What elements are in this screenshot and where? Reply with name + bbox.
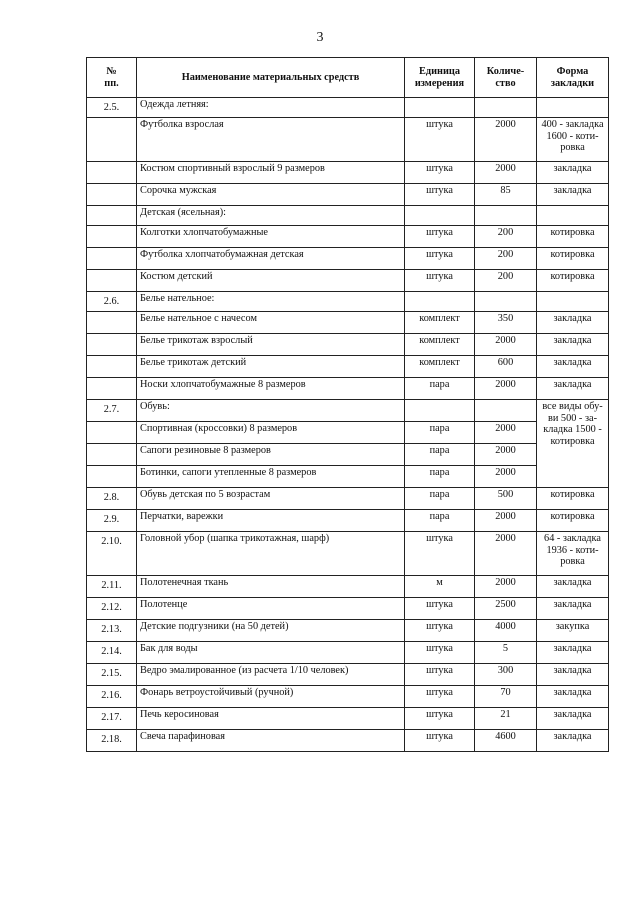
- header-unit: Единица измерения: [405, 58, 475, 98]
- table-row: [87, 248, 609, 270]
- row-form: котировка: [537, 510, 609, 532]
- row-quantity: 200: [475, 248, 537, 270]
- table-row: [87, 686, 609, 708]
- table-row: [87, 620, 609, 642]
- table-row: [87, 98, 609, 118]
- row-form: закладка: [537, 686, 609, 708]
- row-unit: штука: [405, 226, 475, 248]
- row-number: 2.18.: [87, 730, 137, 752]
- row-name: Детская (ясельная):: [137, 206, 405, 226]
- row-number: [87, 444, 137, 466]
- row-name: Ботинки, сапоги утепленные 8 размеров: [137, 466, 405, 488]
- row-quantity: 2000: [475, 422, 537, 444]
- row-name: Детские подгузники (на 50 детей): [137, 620, 405, 642]
- materials-table: [86, 57, 609, 752]
- row-form: закладка: [537, 598, 609, 620]
- row-number: [87, 270, 137, 292]
- row-form: котировка: [537, 226, 609, 248]
- row-unit: штука: [405, 248, 475, 270]
- row-name: Футболка хлопчатобумажная детская: [137, 248, 405, 270]
- table-row: [87, 184, 609, 206]
- row-quantity: 2000: [475, 334, 537, 356]
- row-quantity: 4600: [475, 730, 537, 752]
- table-row: [87, 444, 609, 466]
- row-name: Сапоги резиновые 8 размеров: [137, 444, 405, 466]
- row-unit: штука: [405, 270, 475, 292]
- row-unit: комплект: [405, 312, 475, 334]
- row-unit: пара: [405, 422, 475, 444]
- row-form: [537, 292, 609, 312]
- table-row: [87, 118, 609, 162]
- row-name: Полотенце: [137, 598, 405, 620]
- row-unit: [405, 292, 475, 312]
- row-quantity: 2000: [475, 118, 537, 162]
- row-number: [87, 422, 137, 444]
- header-name: Наименование материальных средств: [137, 58, 405, 98]
- row-unit: пара: [405, 488, 475, 510]
- row-form: закладка: [537, 664, 609, 686]
- table-row: [87, 400, 609, 422]
- row-number: 2.8.: [87, 488, 137, 510]
- row-unit: штука: [405, 620, 475, 642]
- row-form: закладка: [537, 356, 609, 378]
- row-unit: [405, 98, 475, 118]
- row-number: [87, 312, 137, 334]
- row-unit: комплект: [405, 356, 475, 378]
- row-quantity: 21: [475, 708, 537, 730]
- table-row: [87, 206, 609, 226]
- row-quantity: [475, 98, 537, 118]
- table-row: [87, 598, 609, 620]
- row-form: [537, 98, 609, 118]
- row-unit: штука: [405, 686, 475, 708]
- row-name: Бак для воды: [137, 642, 405, 664]
- row-quantity: 2000: [475, 444, 537, 466]
- row-name: Спортивная (кроссовки) 8 размеров: [137, 422, 405, 444]
- row-form: закладка: [537, 642, 609, 664]
- row-form: закупка: [537, 620, 609, 642]
- row-name: Колготки хлопчатобумажные: [137, 226, 405, 248]
- row-quantity: 200: [475, 226, 537, 248]
- table-row: [87, 730, 609, 752]
- row-name: Носки хлопчатобумажные 8 размеров: [137, 378, 405, 400]
- table-row: [87, 466, 609, 488]
- table-row: [87, 162, 609, 184]
- row-number: 2.9.: [87, 510, 137, 532]
- row-form: все виды обу-ви 500 - за-кладка 1500 - котировка: [537, 400, 609, 488]
- row-name: Белье нательное с начесом: [137, 312, 405, 334]
- header-num: № пп.: [87, 58, 137, 98]
- row-form: закладка: [537, 334, 609, 356]
- row-form: закладка: [537, 730, 609, 752]
- row-form: 400 - закладка 1600 - коти-ровка: [537, 118, 609, 162]
- row-form: закладка: [537, 312, 609, 334]
- row-number: [87, 162, 137, 184]
- row-quantity: 2000: [475, 510, 537, 532]
- row-unit: штука: [405, 162, 475, 184]
- table-row: [87, 378, 609, 400]
- table-row: [87, 642, 609, 664]
- row-quantity: 70: [475, 686, 537, 708]
- table-row: [87, 422, 609, 444]
- row-unit: штука: [405, 664, 475, 686]
- row-number: 2.5.: [87, 98, 137, 118]
- table-row: [87, 488, 609, 510]
- row-unit: комплект: [405, 334, 475, 356]
- row-name: Ведро эмалированное (из расчета 1/10 человек): [137, 664, 405, 686]
- row-quantity: 600: [475, 356, 537, 378]
- table-body: [87, 98, 609, 752]
- row-name: Свеча парафиновая: [137, 730, 405, 752]
- row-quantity: 5: [475, 642, 537, 664]
- row-quantity: 2000: [475, 576, 537, 598]
- row-number: 2.14.: [87, 642, 137, 664]
- row-name: Полотенечная ткань: [137, 576, 405, 598]
- row-name: Белье нательное:: [137, 292, 405, 312]
- row-form: котировка: [537, 488, 609, 510]
- row-unit: штука: [405, 532, 475, 576]
- row-quantity: 2000: [475, 532, 537, 576]
- row-name: Головной убор (шапка трикотажная, шарф): [137, 532, 405, 576]
- row-unit: пара: [405, 466, 475, 488]
- row-unit: штука: [405, 598, 475, 620]
- header-form: Форма закладки: [537, 58, 609, 98]
- row-number: [87, 226, 137, 248]
- row-unit: м: [405, 576, 475, 598]
- row-number: [87, 334, 137, 356]
- row-quantity: [475, 292, 537, 312]
- row-name: Обувь:: [137, 400, 405, 422]
- row-number: 2.11.: [87, 576, 137, 598]
- row-quantity: 2000: [475, 378, 537, 400]
- row-number: [87, 184, 137, 206]
- row-form: [537, 206, 609, 226]
- row-name: Перчатки, варежки: [137, 510, 405, 532]
- row-form: закладка: [537, 708, 609, 730]
- row-form: закладка: [537, 184, 609, 206]
- row-name: Одежда летняя:: [137, 98, 405, 118]
- row-quantity: 2500: [475, 598, 537, 620]
- row-number: [87, 248, 137, 270]
- row-unit: штука: [405, 642, 475, 664]
- row-name: Фонарь ветроустойчивый (ручной): [137, 686, 405, 708]
- row-name: Футболка взрослая: [137, 118, 405, 162]
- row-number: [87, 206, 137, 226]
- row-form: закладка: [537, 576, 609, 598]
- table-row: [87, 292, 609, 312]
- row-name: Печь керосиновая: [137, 708, 405, 730]
- table-row: [87, 226, 609, 248]
- row-quantity: [475, 206, 537, 226]
- row-quantity: 500: [475, 488, 537, 510]
- row-quantity: [475, 400, 537, 422]
- row-form: котировка: [537, 270, 609, 292]
- row-number: [87, 378, 137, 400]
- row-quantity: 85: [475, 184, 537, 206]
- row-number: 2.10.: [87, 532, 137, 576]
- table-row: [87, 356, 609, 378]
- row-unit: [405, 400, 475, 422]
- row-form: 64 - закладка 1936 - коти-ровка: [537, 532, 609, 576]
- row-unit: штука: [405, 184, 475, 206]
- table-row: [87, 510, 609, 532]
- row-name: Обувь детская по 5 возрастам: [137, 488, 405, 510]
- row-quantity: 200: [475, 270, 537, 292]
- row-quantity: 300: [475, 664, 537, 686]
- row-unit: штука: [405, 118, 475, 162]
- row-number: 2.6.: [87, 292, 137, 312]
- row-quantity: 2000: [475, 466, 537, 488]
- row-form: котировка: [537, 248, 609, 270]
- row-number: [87, 356, 137, 378]
- table-row: [87, 708, 609, 730]
- row-number: [87, 118, 137, 162]
- row-unit: штука: [405, 730, 475, 752]
- table-row: [87, 270, 609, 292]
- row-unit: штука: [405, 708, 475, 730]
- table-row: [87, 334, 609, 356]
- row-name: Белье трикотаж взрослый: [137, 334, 405, 356]
- page-number: 3: [316, 30, 324, 45]
- row-unit: пара: [405, 510, 475, 532]
- row-unit: пара: [405, 444, 475, 466]
- row-number: 2.12.: [87, 598, 137, 620]
- table-row: [87, 576, 609, 598]
- row-form: закладка: [537, 378, 609, 400]
- row-number: 2.15.: [87, 664, 137, 686]
- row-form: закладка: [537, 162, 609, 184]
- row-quantity: 4000: [475, 620, 537, 642]
- row-number: 2.7.: [87, 400, 137, 422]
- table-row: [87, 312, 609, 334]
- row-number: [87, 466, 137, 488]
- row-name: Белье трикотаж детский: [137, 356, 405, 378]
- row-name: Костюм детский: [137, 270, 405, 292]
- row-name: Сорочка мужская: [137, 184, 405, 206]
- row-quantity: 2000: [475, 162, 537, 184]
- row-quantity: 350: [475, 312, 537, 334]
- row-name: Костюм спортивный взрослый 9 размеров: [137, 162, 405, 184]
- header-qty: Количе- ство: [475, 58, 537, 98]
- row-unit: пара: [405, 378, 475, 400]
- table-row: [87, 532, 609, 576]
- table-row: [87, 664, 609, 686]
- row-unit: [405, 206, 475, 226]
- row-number: 2.16.: [87, 686, 137, 708]
- row-number: 2.17.: [87, 708, 137, 730]
- row-number: 2.13.: [87, 620, 137, 642]
